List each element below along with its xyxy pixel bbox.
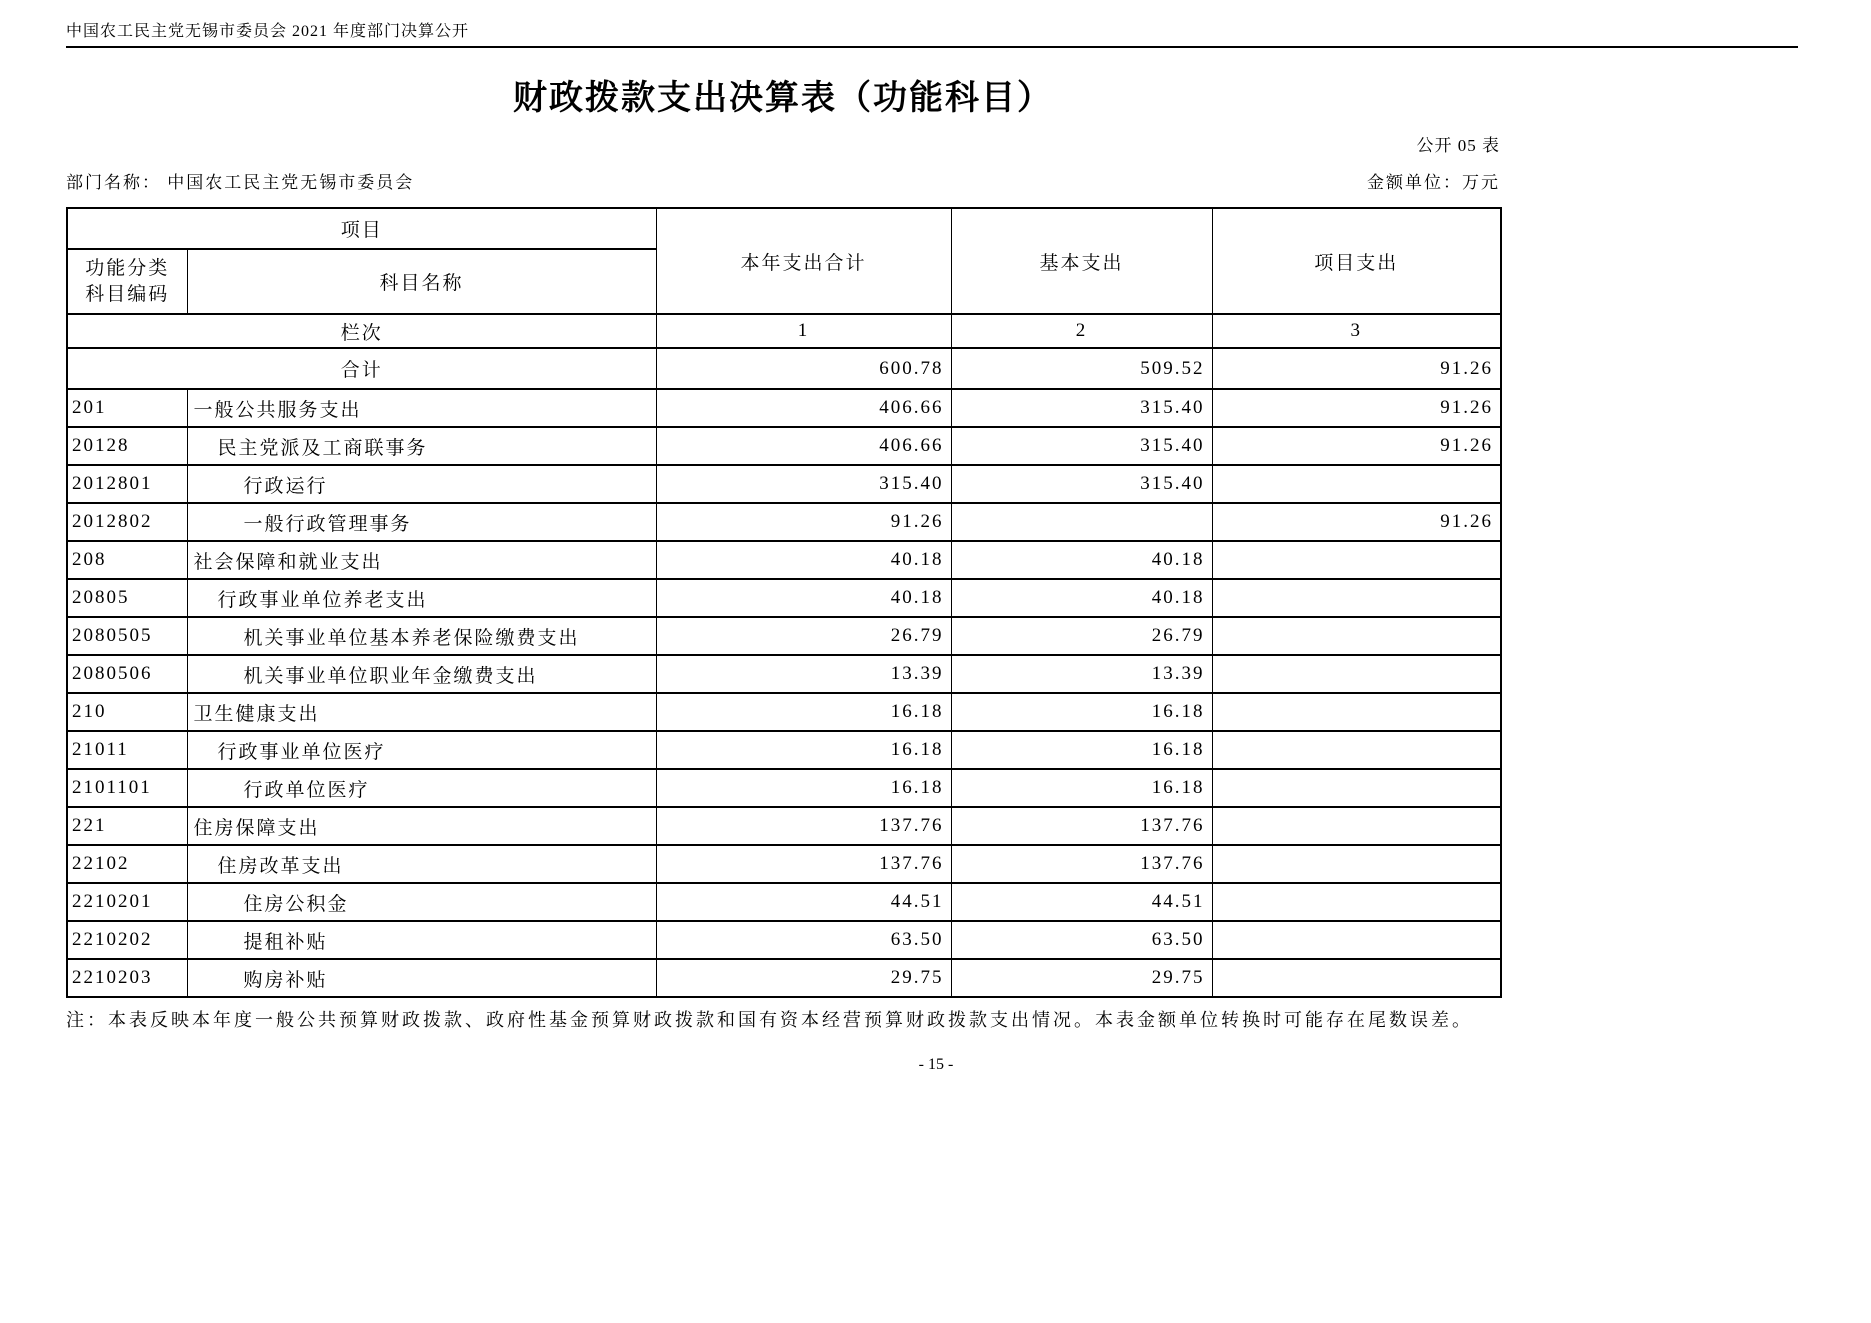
row-project-cell — [1212, 731, 1501, 769]
table-body — [67, 348, 1501, 997]
column-header-project: 项目支出 — [1212, 208, 1501, 314]
row-basic-cell: 315.40 — [951, 389, 1212, 427]
row-project-cell — [1212, 883, 1501, 921]
row-code-cell: 20128 — [67, 427, 187, 465]
row-subject-name-cell: 一般行政管理事务 — [187, 503, 656, 541]
table-row — [67, 541, 1501, 579]
row-project-cell — [1212, 769, 1501, 807]
rank-3-cell: 3 — [1212, 314, 1501, 348]
row-subject-name-cell: 住房改革支出 — [187, 845, 656, 883]
header-row-project — [67, 208, 1501, 249]
row-subject-name-cell: 行政事业单位医疗 — [187, 731, 656, 769]
row-basic-cell: 137.76 — [951, 845, 1212, 883]
row-project-cell — [1212, 959, 1501, 997]
row-code-cell: 2080505 — [67, 617, 187, 655]
page-header-title: 中国农工民主党无锡市委员会 2021 年度部门决算公开 — [66, 23, 470, 40]
row-basic-cell: 315.40 — [951, 465, 1212, 503]
row-code-cell: 2210201 — [67, 883, 187, 921]
header-row-rank — [67, 314, 1501, 348]
row-total-cell: 16.18 — [656, 769, 951, 807]
row-code-cell: 2012801 — [67, 465, 187, 503]
row-subject-name-cell: 民主党派及工商联事务 — [187, 427, 656, 465]
table-footnote: 注：本表反映本年度一般公共预算财政拨款、政府性基金预算财政拨款和国有资本经营预算财政拨款支出情况。本表金额单位转换时可能存在尾数误差。 — [66, 1010, 1473, 1030]
row-subject-name-cell: 一般公共服务支出 — [187, 389, 656, 427]
row-project-cell — [1212, 579, 1501, 617]
row-subject-name-cell: 住房保障支出 — [187, 807, 656, 845]
row-subject-name-cell: 机关事业单位职业年金缴费支出 — [187, 655, 656, 693]
row-code-cell: 2101101 — [67, 769, 187, 807]
row-code-cell: 22102 — [67, 845, 187, 883]
row-project-cell — [1212, 693, 1501, 731]
row-basic-cell: 26.79 — [951, 617, 1212, 655]
table-row — [67, 693, 1501, 731]
row-total-cell: 29.75 — [656, 959, 951, 997]
row-code-cell: 21011 — [67, 731, 187, 769]
row-total-cell: 137.76 — [656, 845, 951, 883]
row-basic-cell: 29.75 — [951, 959, 1212, 997]
header-divider — [66, 46, 1798, 48]
row-subject-name-cell: 行政运行 — [187, 465, 656, 503]
table-row — [67, 617, 1501, 655]
project-group-header: 项目 — [67, 208, 656, 249]
row-basic-cell: 16.18 — [951, 769, 1212, 807]
code-header-line2: 科目编码 — [85, 283, 170, 305]
total-basic-cell: 509.52 — [951, 348, 1212, 389]
meta-row — [66, 168, 1500, 193]
row-total-cell: 16.18 — [656, 731, 951, 769]
code-header-line1: 功能分类 — [85, 257, 170, 279]
row-basic-cell: 16.18 — [951, 731, 1212, 769]
row-project-cell: 91.26 — [1212, 389, 1501, 427]
row-code-cell: 201 — [67, 389, 187, 427]
row-basic-cell: 137.76 — [951, 807, 1212, 845]
row-total-cell: 40.18 — [656, 541, 951, 579]
row-code-cell: 221 — [67, 807, 187, 845]
row-subject-name-cell: 社会保障和就业支出 — [187, 541, 656, 579]
row-code-cell: 2210202 — [67, 921, 187, 959]
table-row — [67, 807, 1501, 845]
row-project-cell — [1212, 921, 1501, 959]
row-total-cell: 91.26 — [656, 503, 951, 541]
total-label-cell: 合计 — [67, 348, 656, 389]
row-total-cell: 406.66 — [656, 389, 951, 427]
row-project-cell — [1212, 655, 1501, 693]
table-row — [67, 655, 1501, 693]
rank-2-cell: 2 — [951, 314, 1212, 348]
fiscal-expenditure-table — [66, 207, 1502, 998]
row-code-cell: 20805 — [67, 579, 187, 617]
row-code-cell: 2080506 — [67, 655, 187, 693]
row-project-cell — [1212, 617, 1501, 655]
row-total-cell: 40.18 — [656, 579, 951, 617]
row-subject-name-cell: 行政单位医疗 — [187, 769, 656, 807]
total-amount-cell: 600.78 — [656, 348, 951, 389]
column-header-code — [67, 249, 187, 314]
row-basic-cell: 40.18 — [951, 541, 1212, 579]
row-basic-cell — [951, 503, 1212, 541]
table-row — [67, 921, 1501, 959]
rank-1-cell: 1 — [656, 314, 951, 348]
table-row — [67, 883, 1501, 921]
row-subject-name-cell: 住房公积金 — [187, 883, 656, 921]
row-subject-name-cell: 机关事业单位基本养老保险缴费支出 — [187, 617, 656, 655]
page-number: - 15 - — [918, 1056, 954, 1073]
total-project-cell: 91.26 — [1212, 348, 1501, 389]
row-total-cell: 13.39 — [656, 655, 951, 693]
table-row — [67, 427, 1501, 465]
row-total-cell: 26.79 — [656, 617, 951, 655]
row-total-cell: 315.40 — [656, 465, 951, 503]
column-header-basic: 基本支出 — [951, 208, 1212, 314]
row-code-cell: 210 — [67, 693, 187, 731]
row-basic-cell: 13.39 — [951, 655, 1212, 693]
row-basic-cell: 63.50 — [951, 921, 1212, 959]
document-title: 财政拨款支出决算表（功能科目） — [513, 80, 1053, 117]
row-total-cell: 44.51 — [656, 883, 951, 921]
row-code-cell: 208 — [67, 541, 187, 579]
table-row — [67, 503, 1501, 541]
row-basic-cell: 44.51 — [951, 883, 1212, 921]
row-subject-name-cell: 行政事业单位养老支出 — [187, 579, 656, 617]
column-header-total: 本年支出合计 — [656, 208, 951, 314]
row-subject-name-cell: 卫生健康支出 — [187, 693, 656, 731]
column-header-subject-name: 科目名称 — [187, 249, 656, 314]
rank-label-cell: 栏次 — [67, 314, 656, 348]
row-subject-name-cell: 购房补贴 — [187, 959, 656, 997]
row-project-cell — [1212, 807, 1501, 845]
form-code-label: 公开 05 表 — [1416, 136, 1500, 155]
row-total-cell: 137.76 — [656, 807, 951, 845]
total-row — [67, 348, 1501, 389]
row-subject-name-cell: 提租补贴 — [187, 921, 656, 959]
table-row — [67, 579, 1501, 617]
row-project-cell — [1212, 845, 1501, 883]
row-basic-cell: 16.18 — [951, 693, 1212, 731]
row-code-cell: 2210203 — [67, 959, 187, 997]
row-project-cell — [1212, 465, 1501, 503]
department-name-label: 部门名称： 中国农工民主党无锡市委员会 — [66, 173, 415, 192]
table-row — [67, 731, 1501, 769]
row-total-cell: 16.18 — [656, 693, 951, 731]
row-basic-cell: 40.18 — [951, 579, 1212, 617]
table-row — [67, 389, 1501, 427]
row-basic-cell: 315.40 — [951, 427, 1212, 465]
table-row — [67, 465, 1501, 503]
table-row — [67, 769, 1501, 807]
row-project-cell: 91.26 — [1212, 427, 1501, 465]
table-row — [67, 845, 1501, 883]
row-total-cell: 406.66 — [656, 427, 951, 465]
row-code-cell: 2012802 — [67, 503, 187, 541]
amount-unit-label: 金额单位：万元 — [1367, 173, 1500, 192]
table-row — [67, 959, 1501, 997]
row-project-cell — [1212, 541, 1501, 579]
row-total-cell: 63.50 — [656, 921, 951, 959]
row-project-cell: 91.26 — [1212, 503, 1501, 541]
